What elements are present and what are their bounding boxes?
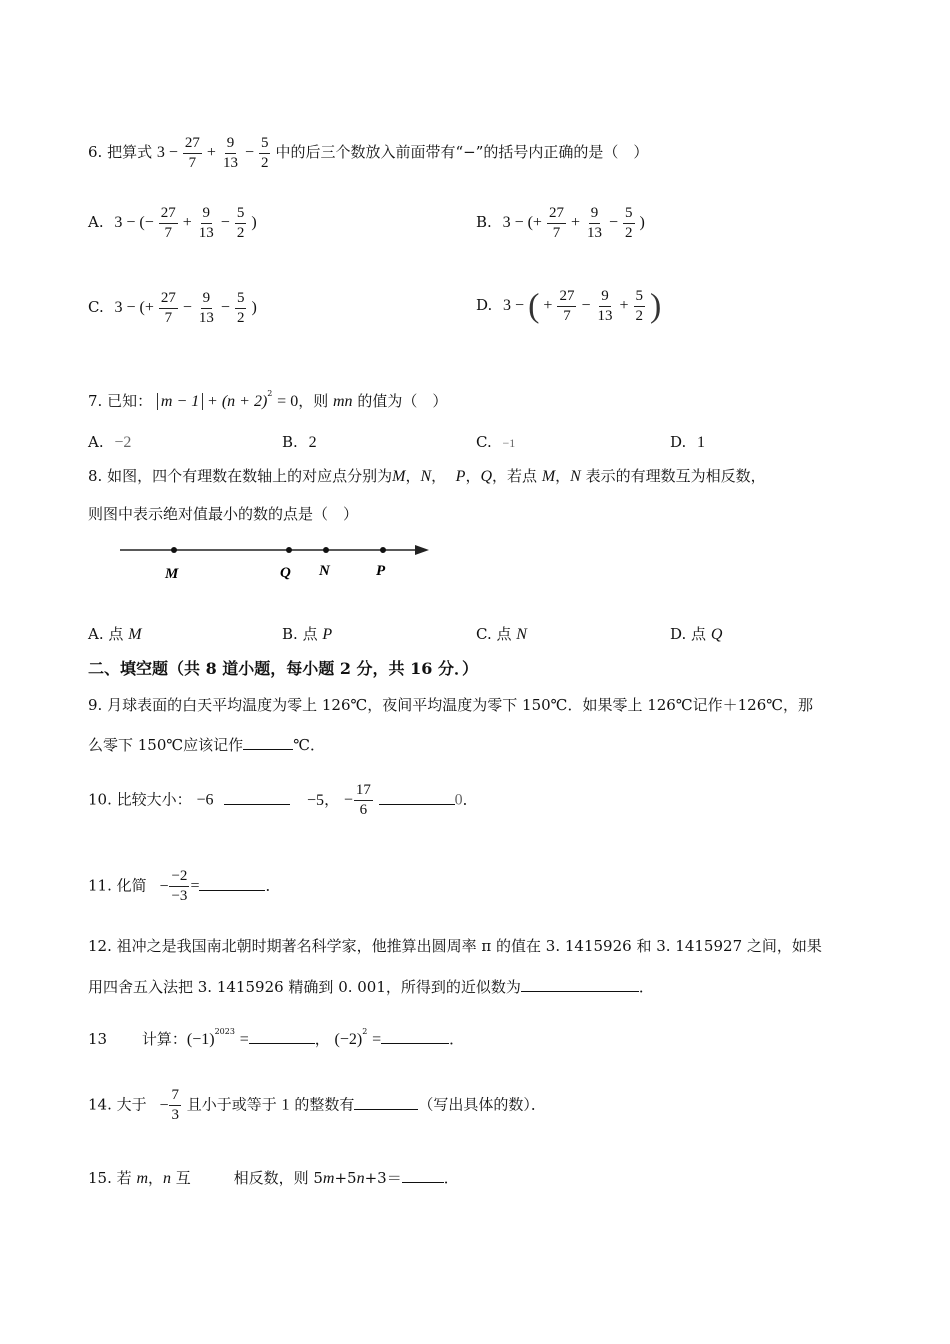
q13-blank-1[interactable] <box>249 1027 315 1044</box>
label-n: N <box>319 563 330 579</box>
q10-blank-2[interactable] <box>379 788 455 805</box>
point-p <box>380 547 386 553</box>
q11-answer-blank[interactable] <box>199 874 265 891</box>
q7-option-d[interactable]: D. 1 <box>670 433 706 451</box>
q8-line2: 则图中表示绝对值最小的数的点是（ ） <box>88 505 359 523</box>
q15-answer-blank[interactable] <box>402 1166 444 1183</box>
q9-line2: 么零下 150℃应该记作 ℃． <box>88 733 325 755</box>
section-title: 二、填空题（共 8 道小题，每小题 2 分，共 16 分．） <box>88 659 478 678</box>
q8-option-a[interactable]: A. 点 M <box>88 625 142 643</box>
q9-answer-blank[interactable] <box>243 733 293 750</box>
q6-option-d[interactable]: D. 3 − ( + $\frac{27}{7}$ − $\frac{9}{13}$ + $\frac{5}{2}$ ) <box>476 287 662 325</box>
q6-suffix: 中的后三个数放入前面带有“−”的括号内正确的是（ ） <box>275 143 649 162</box>
q8-option-d[interactable]: D. 点 Q <box>670 625 723 643</box>
q7-option-a[interactable]: A. −2 <box>88 433 132 451</box>
label-m: M <box>165 566 179 582</box>
q11-stem: 11. 化简 − $\frac{-2}{-3}$ = ． <box>88 868 281 904</box>
q6-expr: 3 − $\frac{27}{7}$ + $\frac{9}{13}$ − $\frac{5}{2}$ <box>156 135 269 171</box>
q9-line1: 9. 月球表面的白天平均温度为零上 126℃，夜间平均温度为零下 150℃．如果零上 126℃记作＋126℃，那 <box>88 696 814 714</box>
q12-line1: 12. 祖冲之是我国南北朝时期著名科学家，他推算出圆周率 π 的值在 3. 1415926 和 3. 1415927 之间，如果 <box>88 937 822 955</box>
q6-stem <box>88 135 648 172</box>
q7-stem: 7. 已知： $m - 1 + (n + 2)^2 = 0$，则 mn 的值为（ ） <box>88 389 448 410</box>
q7-number: 7. <box>88 392 103 410</box>
q10-blank-1[interactable] <box>224 788 290 805</box>
q7-abs: m − 1 <box>157 393 203 410</box>
q8-line1: 8. 如图，四个有理数在数轴上的对应点分别为M，N， P，Q，若点 M，N 表示的有理数互为相反数， <box>88 467 766 485</box>
q15-stem: 15. 若 m，n 互 相反数，则 5m+5n+3＝ ． <box>88 1166 459 1189</box>
q12-line2: 用四舍五入法把 3. 1415926 精确到 0. 001，所得到的近似数为 ． <box>88 975 654 997</box>
point-m <box>171 547 177 553</box>
q6-prefix: 把算式 <box>107 143 153 162</box>
q8-option-b[interactable]: B. 点 P <box>282 625 333 643</box>
arrow-right-icon <box>415 545 429 555</box>
point-q <box>286 547 292 553</box>
q12-answer-blank[interactable] <box>521 975 639 992</box>
q8-option-c[interactable]: C. 点 N <box>476 625 527 643</box>
q7-option-b[interactable]: B. 2 <box>282 433 317 451</box>
q6-option-c[interactable]: C. 3 − (+ $\frac{27}{7}$ − $\frac{9}{13}$ − $\frac{5}{2}$ ) <box>88 290 257 326</box>
point-n <box>323 547 329 553</box>
q6-option-a[interactable]: A. 3 − (− $\frac{27}{7}$ + $\frac{9}{13}$ − $\frac{5}{2}$ ) <box>88 205 257 241</box>
q7-option-c[interactable]: C. −1 <box>476 433 516 451</box>
label-q: Q <box>280 565 291 581</box>
q6-option-b[interactable]: B. 3 − (+ $\frac{27}{7}$ + $\frac{9}{13}$ − $\frac{5}{2}$ ) <box>476 205 645 241</box>
q10-stem: 10. 比较大小： −6 −5， − $\frac{17}{6}$ 0． <box>88 782 478 818</box>
label-p: P <box>376 563 386 579</box>
q7-prefix: 已知： <box>107 392 153 410</box>
q13-stem: 13 计算：$(-1)^{2023}$ = ， $(-2)^2$ = ． <box>88 1027 465 1048</box>
q14-stem: 14. 大于 − $\frac{7}{3}$ 且小于或等于 1 的整数有 （写出具体的数）． <box>88 1087 546 1123</box>
number-line-figure <box>115 538 445 588</box>
q13-blank-2[interactable] <box>381 1027 449 1044</box>
q6-number: 6. <box>88 143 103 162</box>
q14-answer-blank[interactable] <box>354 1093 418 1110</box>
